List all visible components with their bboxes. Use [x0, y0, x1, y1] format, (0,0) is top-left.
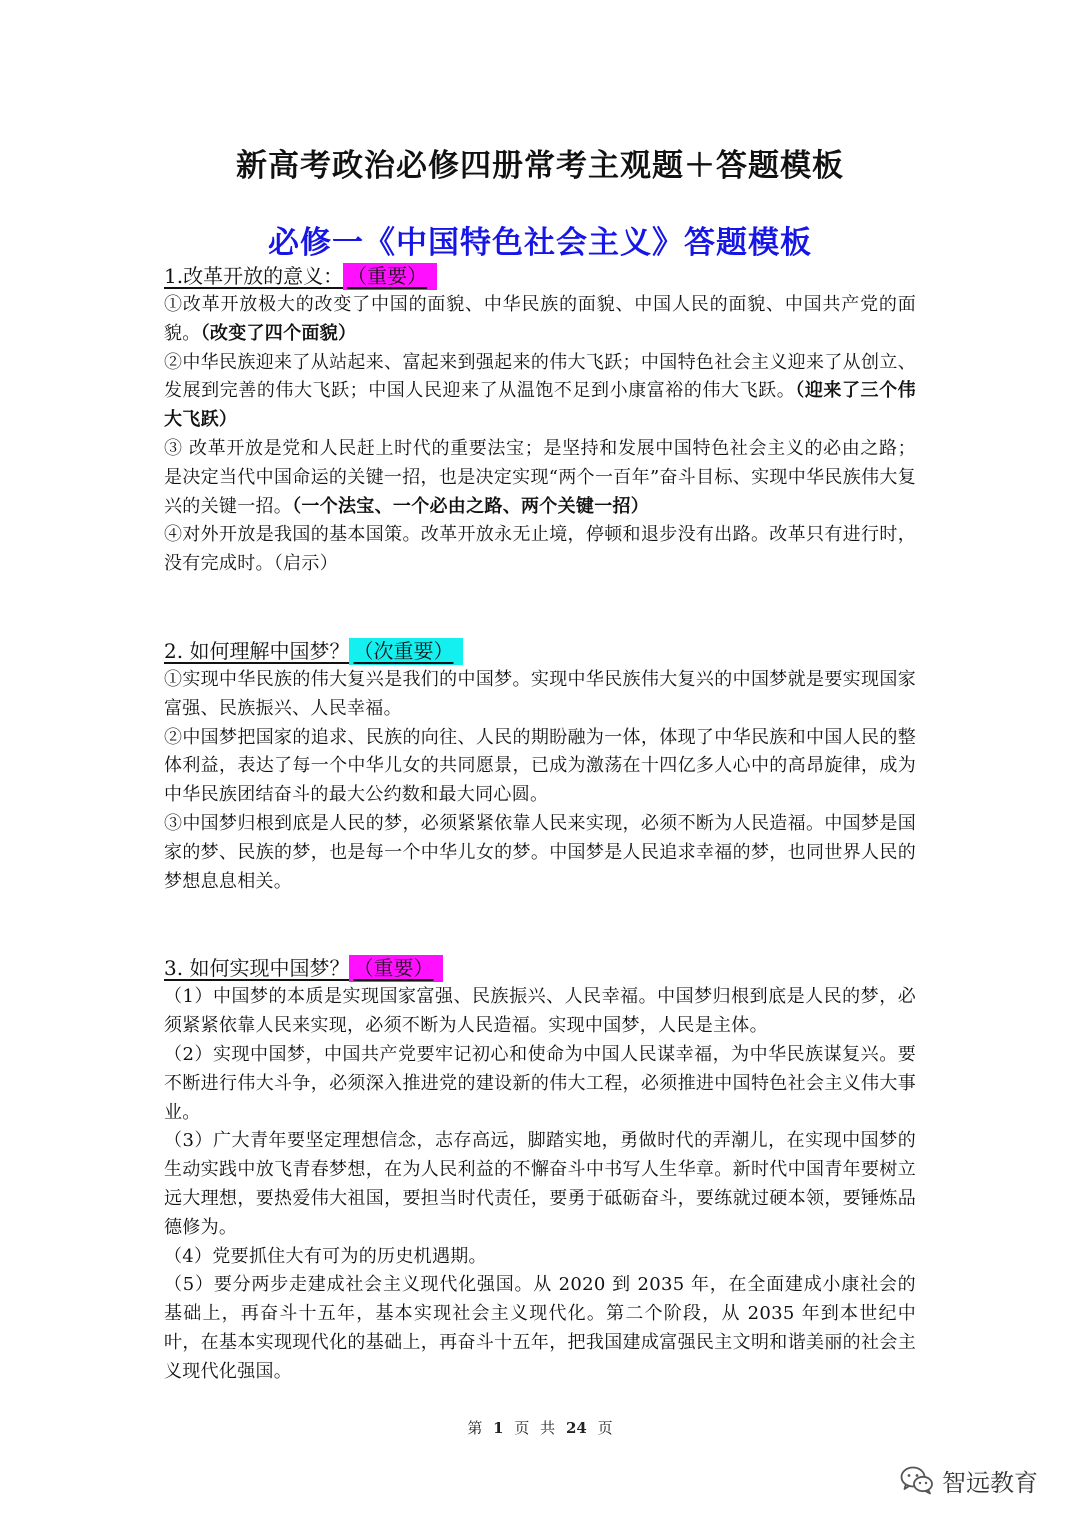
list-item — [164, 1041, 916, 1127]
list-item — [164, 349, 916, 435]
page-number: 1 — [493, 1419, 504, 1437]
section-heading-text: 1.改革开放的意义： — [164, 264, 344, 288]
item-text: ③ 改革开放是党和人民赶上时代的重要法宝；是坚持和发展中国特色社会主义的必由之路；是决定当代中国命运的关键一招，也是决定实现“两个一百年”奋斗目标、实现中华民族伟大复兴的关键一招。 — [164, 437, 916, 517]
sub-title: 必修一《中国特色社会主义》答题模板 — [268, 225, 812, 261]
importance-tag: （重要） — [343, 263, 437, 290]
item-text: （2）实现中国梦，中国共产党要牢记初心和使命为中国人民谋幸福，为中华民族谋复兴。要不断进行伟大斗争，必须深入推进党的建设新的伟大工程，必须推进中国特色社会主义伟大事业。 — [164, 1043, 916, 1123]
wechat-icon — [900, 1465, 934, 1495]
item-text: （4）党要抓住大有可为的历史机遇期。 — [164, 1245, 487, 1267]
footer-suffix: 页 — [597, 1419, 613, 1437]
list-item — [164, 810, 916, 896]
watermark-text: 智远教育 — [942, 1468, 1038, 1497]
section-heading-text: 2. 如何理解中国梦？ — [164, 638, 350, 663]
item-text: （3）广大青年要坚定理想信念，志存高远，脚踏实地，勇做时代的弄潮儿，在实现中国梦的生动实践中放飞青春梦想，在为人民利益的不懈奋斗中书写人生华章。新时代中国青年要树立远大理想，要热爱伟大祖国，要担当时代责任，要勇于砥砺奋斗，要练就过硬本领，要锤炼品德修为。 — [164, 1130, 916, 1238]
section-heading — [164, 637, 916, 666]
importance-tag: （重要） — [349, 955, 443, 982]
item-summary: （迎来了三个伟大飞跃） — [164, 380, 916, 431]
section-heading-text: 3. 如何实现中国梦？ — [164, 956, 350, 981]
list-item — [164, 291, 916, 349]
item-summary: （一个法宝、一个必由之路、两个关键一招） — [292, 495, 650, 517]
item-summary: （改变了四个面貌） — [200, 322, 357, 344]
total-pages: 24 — [565, 1419, 587, 1437]
watermark — [900, 1464, 1038, 1496]
footer-middle: 页 共 — [514, 1419, 556, 1437]
list-item — [164, 724, 916, 810]
item-text: ①改革开放极大的改变了中国的面貌、中华民族的面貌、中国人民的面貌、中国共产党的面貌。 — [164, 294, 916, 344]
page-footer — [0, 1417, 1080, 1438]
item-text: ②中华民族迎来了从站起来、富起来到强起来的伟大飞跃；中国特色社会主义迎来了从创立、发展到完善的伟大飞跃；中国人民迎来了从温饱不足到小康富裕的伟大飞跃。 — [164, 351, 916, 402]
section-heading — [164, 262, 916, 291]
item-text: （5）要分两步走建成社会主义现代化强国。从 2020 到 2035 年，在全面建成小康社会的基础上，再奋斗十五年，基本实现社会主义现代化。第二个阶段，从 2035 年到本世纪中叶，在基本实现现代化的基础上，再奋斗十五年，把我国建成富强民主文明和谐美丽的社会主义现代化强国。 — [164, 1274, 916, 1382]
item-text: ①实现中华民族的伟大复兴是我们的中国梦。实现中华民族伟大复兴的中国梦就是要实现国家富强、民族振兴、人民幸福。 — [164, 668, 916, 719]
content — [164, 262, 916, 1387]
item-text: ③中国梦归根到底是人民的梦，必须紧紧依靠人民来实现，必须不断为人民造福。中国梦是国家的梦、民族的梦，也是每一个中华儿女的梦。中国梦是人民追求幸福的梦，也同世界人民的梦想息息相关。 — [164, 812, 916, 892]
importance-tag: （次重要） — [349, 638, 463, 665]
list-item — [164, 1243, 916, 1272]
list-item — [164, 1271, 916, 1386]
item-text: （1）中国梦的本质是实现国家富强、民族振兴、人民幸福。中国梦归根到底是人民的梦，必须紧紧依靠人民来实现，必须不断为人民造福。实现中国梦，人民是主体。 — [164, 986, 916, 1037]
footer-prefix: 第 — [467, 1419, 483, 1437]
item-text: ②中国梦把国家的追求、民族的向往、人民的期盼融为一体，体现了中华民族和中国人民的整体利益，表达了每一个中华儿女的共同愿景，已成为激荡在十四亿多人心中的高昂旋律，成为中华民族团结奋斗的最大公约数和最大同心圆。 — [164, 726, 916, 806]
list-item — [164, 435, 916, 521]
main-title: 新高考政治必修四册常考主观题＋答题模板 — [236, 148, 844, 184]
section-heading — [164, 954, 916, 983]
list-item — [164, 983, 916, 1041]
section-3 — [164, 954, 916, 1386]
list-item — [164, 666, 916, 724]
section-1 — [164, 262, 916, 579]
list-item — [164, 521, 916, 579]
list-item — [164, 1127, 916, 1242]
item-text: ④对外开放是我国的基本国策。改革开放永无止境，停顿和退步没有出路。改革只有进行时，没有完成时。（启示） — [164, 524, 916, 575]
section-2 — [164, 637, 916, 896]
